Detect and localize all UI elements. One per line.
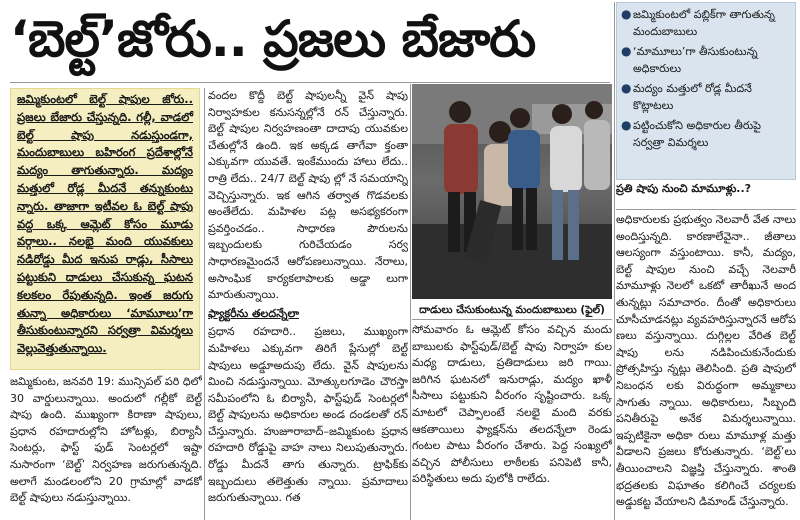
highlight-text: జమ్మికుంటలో పబ్లిక్‌గా తాగుతున్న మందుబాబులు	[633, 8, 775, 38]
bullet-icon: ●	[621, 81, 632, 95]
article-column-4	[616, 212, 796, 520]
highlight-text: పట్టించుకోని అధికారుల తీరుపై సర్వత్రా విమర్శలు	[633, 119, 761, 149]
headline-divider	[10, 82, 610, 83]
highlight-text: మద్యం మత్తులో రోడ్ల మీదనే కొట్లాటలు	[633, 82, 752, 112]
article-column-1	[10, 374, 202, 520]
article-column-3	[412, 322, 612, 520]
body-paragraph: అధికారులకు ప్రభుత్వం నెలవారీ వేత నాలు అందిస్తున్నది. కారణాలేవైనా.. జీతాలు ఆలస్యంగా వస్తుంటాయి. కానీ, మద్యం, బెల్ట్ షాపుల నుంచి వచ్చే నెలవారీ మామూళ్లు నెలలో ఒకటో తారీఖునే అంద తున్నట్లు సమాచారం. దీంతో అధికారులు చూసీచూడనట్లు వ్యవహరిస్తున్నారనే ఆరోప ణలు వస్తున్నాయి. దుగ్గిల్లల వేరిత బెల్ట్ షాపు లను నడిపించుకునేందుకు ప్రోత్సహిస్తు న్నట్లు తెలిసింది. ప్రతి షాపులో నిబంధన లకు విరుద్ధంగా అమ్మకాలు సాగుతు న్నాయి. అధికారులు, సిబ్బంది పనితీరుపై అనేక విమర్శలున్నాయి. ఇప్పటికైనా అధికా రులు మామూళ్ల మత్తు వీడాలని ప్రజలు కోరుతున్నారు. ‘బెల్ట్’లు తీయించాలని విజ్ఞప్తి చేస్తున్నారు. శాంతి భద్రతలకు విఘాతం కలిగించే చర్యలకు అడ్డుకట్ట వేయాలని డిమాండ్ చేస్తున్నారు.	[616, 213, 796, 509]
article-column-2	[208, 88, 408, 520]
bullet-icon: ●	[621, 118, 632, 132]
highlight-item	[621, 6, 791, 40]
body-paragraph: వందల కొద్దీ బెల్ట్ షాపులన్నీ వైన్ షాపు నిర్వాహకుల కనుసన్నల్లోనే రన్ చేస్తున్నారు. బెల్ట్ షాపుల నిర్వహణంతా దాదాపు యువకుల చేతుల్లోనే ఉంది. ఇక అక్కడ తాగేవా క్తంతా ఎక్కువగా యువతే. ఇంకేముందు హాలు లేదు.. రాత్రి లేదు.. 24/7 బెల్ట్ షాపు ల్లో నే సమయాన్ని వెచ్చిస్తున్నారు. ఇక ఆగిన తర్వాత గొడవలకు అంతేలేదు. మహిళల పట్ల అసభ్యకరంగా ప్రవర్తించడం.. సాధారణ పౌరులను ఇబ్బందులకు గురిచేయడం సర్వ సాధారణమైందనే ఆరోపణలున్నాయి. నేరాలు, అసాంఘిక కార్యకలాపాలకు అడ్డా లుగా మారుతున్నాయి.	[208, 89, 408, 302]
highlight-text: ‘మామూలు’గా తీసుకుంటున్న అధికారులు	[633, 45, 758, 75]
body-paragraph: సోమవారం ఓ ఆమ్లెట్ కోసం వచ్చిన మందు బాబులకు ఫాస్ట్‌ఫుడ్/బెల్ట్ షాపు నిర్వాహ కుల మధ్య దాడులు, ప్రతిదాడులు జరి గాయి. జరిగిన ఘటనలో ఇనురాడ్లు, మద్యం ఖాళీ సీసాలు పట్టుకుని వీరంగం సృష్టించారు. ఒక్క మాటలో చెప్పాలంటే నలభై మంది వరకు ఆకతాయిలు ఫ్యాక్షన్‌ను తలదన్నేలా రెండు గంటల పాటు వీరంగం చేశారు. పెద్ద సంఖ్యలో వచ్చిన పోలీసులు లాఠీలకు పనిపెటి కానీ, పరిస్థితులు అదు పులోకి రాలేదు.	[412, 323, 612, 486]
news-photo-illustration	[412, 84, 612, 299]
photo-caption: దాడులు చేసుకుంటున్న మందుబాబులు (ఫైల్)	[412, 300, 612, 320]
highlight-item	[621, 43, 791, 77]
news-photo	[412, 84, 612, 299]
article-headline: ‘బెల్ట్’జోరు.. ప్రజలు బేజారు	[10, 10, 536, 68]
highlights-box	[616, 2, 796, 180]
highlight-item	[621, 117, 791, 151]
column-divider	[410, 84, 411, 520]
bullet-icon: ●	[621, 44, 632, 58]
lead-paragraph	[10, 88, 200, 370]
body-paragraph: ప్రధాన రహదారి.. ప్రజలు, ముఖ్యంగా మహిళలు ఎక్కువగా తిరిగే ప్లేసుల్లో బెల్ట్ షాపులు అడ్డూఅదుపు లేదు. వైన్ షాపులను మించి నడుస్తున్నాయి. మోత్కులగూడెం చౌరస్తా సమీపంలోని ఓ బిర్యానీ, ఫాస్ట్‌ఫుడ్ సెంటర్లలో బెల్ట్ షాపులను అధికారుల అండ దండలతో రన్ చేస్తున్నారు. హుజూరాబాద్–జమ్మికుంట ప్రధాన రహదారి రోడ్డుపై వాహ నాలు నిలుపుతున్నారు. రోడ్డు మీదనే తాగు తున్నారు. ట్రాఫిక్‌కు ఇబ్బందులు తలెత్తుతు న్నాయి. ప్రమాదాలు జరుగుతున్నాయి. గత	[208, 325, 408, 505]
column-divider	[614, 2, 615, 520]
section-subheading: ప్రతి షాపు నుంచి మామూళ్లు..?	[616, 182, 752, 195]
bullet-icon: ●	[621, 7, 632, 21]
section-subheading: ఫ్యాక్టరీను తలదన్నేలా	[208, 306, 299, 320]
lead-text: జమ్మికుంటలో బెల్ట్ షాపుల జోరు.. ప్రజలు బేజారు చేస్తున్నది. గల్లీ, వాడలో బెల్ట్ షాపు నడుస్తుండగా, మందుబాబులు బహిరంగ ప్రదేశాల్లోనే మద్యం తాగుతున్నారు. మద్యం మత్తులో రోడ్ల మీదనే తన్నుకుంటు న్నారు. తాజాగా ఇటీవల ఓ బెల్ట్ షాపు వద్ద ఒక్క ఆమ్లెట్ కోసం మూడు వర్గాలు.. నలభై మంది యువకులు నడిరోడ్డు మీద ఇనుప రాడ్లు, సీసాలు పట్టుకుని దాడులు చేసుకున్న ఘటన కలకలం రేపుతున్నది. ఇంత జరుగు తున్నా అధికారులు ‘మామూలు’గా తీసుకుంటున్నారని సర్వత్రా విమర్శలు వెల్లువెత్తుతున్నాయి.	[17, 92, 193, 356]
column-divider	[204, 88, 205, 520]
highlight-item	[621, 80, 791, 114]
body-paragraph: జమ్మికుంట, జనవరి 19: మున్సిపల్ పరి ధిలో 30 వార్డులున్నాయి. అందులో గల్లీకో బెల్ట్ షాపు ఉంది. ముఖ్యంగా కిరాణా షాపులు, ప్రధాన రహదారుల్లోని హోటళ్లు, బిర్యానీ సెంటర్లు, ఫాస్ట్ ఫుడ్ సెంటర్లలో ఇష్టా నుసారంగా ‘బెల్ట్’ నిర్వహణ జరుగుతున్నది. అలాగే మండలంలోని 20 గ్రామాల్లో వాడకో బెల్ట్ షాపులు నడుస్తున్నాయి.	[10, 375, 202, 505]
section-divider	[616, 209, 796, 210]
